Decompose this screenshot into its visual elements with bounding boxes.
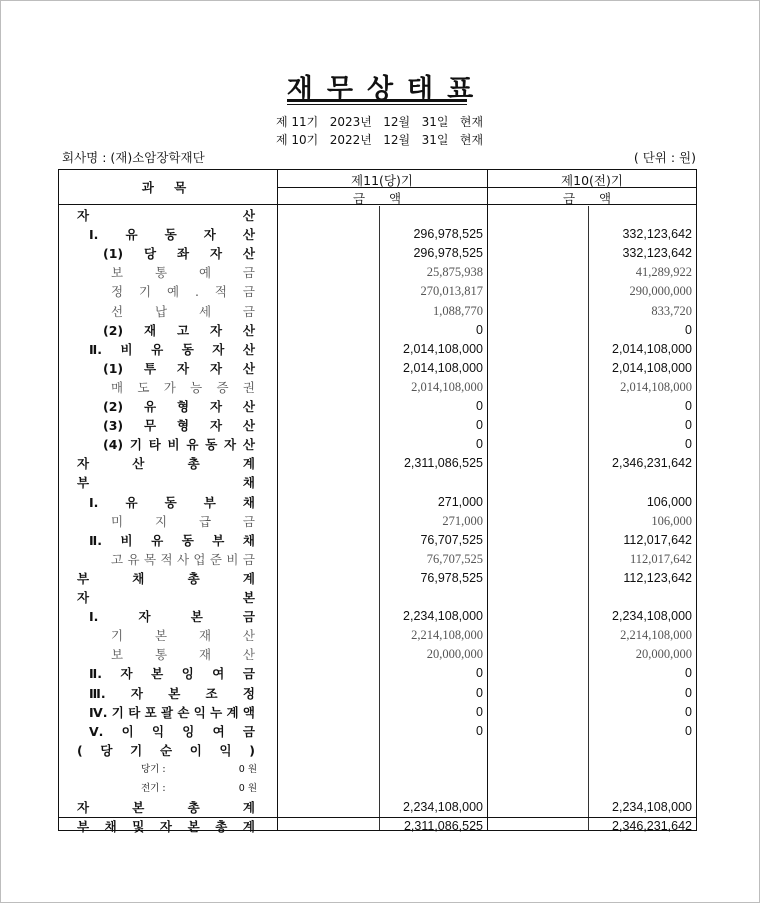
table-row	[59, 569, 698, 588]
header-amount-current: 금 액	[352, 191, 412, 206]
table-row	[59, 550, 698, 569]
account-label: 보 통 재 산	[111, 647, 255, 663]
account-label: 기 본 재 산	[111, 628, 255, 644]
previous-amount: 0	[685, 666, 692, 681]
previous-amount	[589, 741, 692, 760]
previous-amount: 2,346,231,642	[612, 819, 692, 834]
title-underline-thick	[287, 99, 467, 102]
current-amount: 0	[476, 322, 483, 337]
current-amount: 0	[476, 437, 483, 452]
table-row	[59, 664, 698, 683]
account-label: 부 채 및 자 본 총 계	[77, 819, 255, 835]
previous-amount: 106,000	[651, 513, 692, 528]
page-title: 재무상태표	[286, 74, 488, 105]
current-amount: 296,978,525	[413, 227, 483, 242]
period-previous: 제 10기 2022년 12월 31일 현재	[276, 133, 484, 147]
current-amount: 20,000,000	[426, 647, 483, 662]
account-label: 자 본	[77, 590, 255, 605]
table-row	[59, 435, 698, 454]
current-amount: 76,978,525	[420, 570, 483, 585]
current-amount	[379, 741, 483, 760]
current-amount: 2,311,086,525	[403, 456, 483, 471]
previous-amount	[589, 206, 692, 225]
period-current: 제 11기 2023년 12월 31일 현재	[276, 115, 484, 129]
table-row	[59, 302, 698, 321]
account-label: (3) 무 형 자 산	[103, 418, 255, 434]
previous-amount: 2,014,108,000	[612, 341, 692, 356]
unit-label: ( 단위 : 원)	[633, 150, 696, 165]
account-label: (2) 유 형 자 산	[103, 399, 255, 414]
previous-amount	[589, 588, 692, 607]
previous-amount: 2,214,108,000	[620, 628, 692, 643]
previous-amount: 290,000,000	[629, 284, 692, 299]
current-amount: 0	[476, 666, 483, 681]
table-row	[59, 454, 698, 473]
header-current-period: 제11(당)기	[351, 173, 413, 188]
account-label: 자 본 총 계	[77, 800, 255, 816]
table-row	[59, 321, 698, 340]
current-amount: 0	[476, 685, 483, 700]
table-row	[59, 798, 698, 817]
account-label: 자 산 총 계	[77, 456, 255, 472]
table-row	[59, 741, 698, 760]
previous-amount: 20,000,000	[635, 647, 692, 662]
account-label: Ⅲ. 자 본 조 정	[89, 685, 255, 701]
table-row	[59, 473, 698, 492]
current-amount: 1,088,770	[433, 303, 483, 318]
account-label: Ⅱ. 비 유 동 부 채	[89, 532, 255, 548]
current-amount: 0	[476, 399, 483, 413]
account-label: (2) 재 고 자 산	[103, 322, 255, 338]
account-label: (4) 기 타 비 유 동 자 산	[103, 437, 255, 453]
table-row	[59, 817, 698, 836]
previous-amount: 0	[685, 723, 692, 738]
table-row	[59, 416, 698, 435]
account-label: Ⅰ. 유 동 자 산	[89, 227, 255, 243]
account-label: 정 기 예 . 적 금	[111, 284, 255, 300]
previous-amount: 0	[685, 437, 692, 452]
current-amount	[379, 473, 483, 492]
net-income-label: 당기 :	[141, 763, 166, 775]
current-amount: 2,014,108,000	[403, 341, 483, 356]
table-row	[59, 512, 698, 531]
current-amount: 0	[476, 704, 483, 719]
account-label: ( 당 기 순 이 익 )	[77, 742, 255, 758]
company-name: 회사명 : (재)소암장학재단	[62, 150, 205, 165]
header-account: 과 목	[141, 180, 195, 195]
table-row	[59, 760, 698, 779]
net-income-label: 전기 :	[141, 783, 166, 794]
current-amount: 0	[476, 723, 483, 738]
table-row	[59, 378, 698, 397]
net-income-amount: 0 원	[238, 783, 257, 794]
previous-amount: 112,017,642	[623, 532, 692, 547]
account-label: 보 통 예 금	[111, 265, 255, 281]
account-label: Ⅳ. 기 타 포 괄 손 익 누 계 액	[89, 704, 255, 720]
account-label: Ⅰ. 유 동 부 채	[89, 494, 255, 510]
table-row	[59, 493, 698, 512]
table-row	[59, 282, 698, 301]
account-label: Ⅴ. 이 익 잉 여 금	[89, 723, 255, 739]
previous-amount: 2,014,108,000	[620, 379, 692, 394]
current-amount: 271,000	[442, 513, 483, 528]
account-label: Ⅰ. 자 본 금	[89, 609, 255, 625]
account-label: (1) 당 좌 자 산	[103, 246, 255, 262]
previous-amount: 0	[685, 418, 692, 433]
account-label: 고 유 목 적 사 업 준 비 금	[111, 551, 255, 567]
previous-amount: 112,017,642	[629, 551, 692, 566]
table-row	[59, 607, 698, 626]
previous-amount: 2,014,108,000	[612, 360, 692, 375]
previous-amount: 0	[685, 685, 692, 700]
account-label: (1) 투 자 자 산	[103, 360, 255, 376]
current-amount: 0	[476, 418, 483, 433]
previous-amount: 332,123,642	[622, 246, 692, 261]
current-amount: 2,234,108,000	[403, 800, 483, 815]
table-row	[59, 588, 698, 607]
table-row	[59, 684, 698, 703]
current-amount: 2,214,108,000	[411, 628, 483, 643]
account-label: 자 산	[77, 208, 255, 223]
title-underline-thin	[287, 104, 467, 105]
current-amount: 271,000	[437, 494, 483, 509]
table-row	[59, 531, 698, 550]
table-row	[59, 263, 698, 282]
table-row	[59, 779, 698, 798]
previous-amount: 106,000	[646, 494, 692, 509]
previous-amount: 2,234,108,000	[612, 609, 692, 624]
current-amount: 25,875,938	[426, 265, 483, 280]
account-label: 선 납 세 금	[111, 303, 255, 319]
current-amount	[379, 206, 483, 225]
table-row	[59, 397, 698, 416]
net-income-amount: 0 원	[238, 763, 257, 775]
previous-amount	[589, 473, 692, 492]
account-label: 부 채 총 계	[77, 570, 255, 586]
table-row	[59, 244, 698, 263]
table-row	[59, 206, 698, 225]
account-label: 매 도 가 능 증 권	[111, 379, 255, 395]
previous-amount: 112,123,642	[623, 570, 692, 585]
table-row	[59, 722, 698, 741]
current-amount: 296,978,525	[413, 246, 483, 261]
previous-amount: 0	[685, 399, 692, 413]
current-amount	[379, 588, 483, 607]
current-amount: 270,013,817	[420, 284, 483, 299]
table-row	[59, 626, 698, 645]
table-row	[59, 225, 698, 244]
account-label: Ⅱ. 자 본 잉 여 금	[89, 666, 255, 682]
previous-amount: 833,720	[651, 303, 692, 318]
table-row	[59, 340, 698, 359]
current-amount: 2,014,108,000	[403, 360, 483, 375]
current-amount: 2,311,086,525	[403, 819, 483, 834]
header-amount-previous: 금 액	[562, 191, 622, 206]
table-row	[59, 645, 698, 664]
previous-amount: 0	[685, 704, 692, 719]
previous-amount: 2,346,231,642	[612, 456, 692, 471]
previous-amount: 332,123,642	[622, 227, 692, 242]
total-row-divider	[59, 817, 697, 818]
current-amount: 2,014,108,000	[411, 379, 483, 394]
current-amount: 76,707,525	[426, 551, 483, 566]
account-label: 부 채	[77, 475, 255, 491]
header-previous-period: 제10(전)기	[561, 173, 623, 188]
balance-sheet-table	[58, 169, 697, 835]
previous-amount: 0	[685, 322, 692, 337]
table-row	[59, 359, 698, 378]
account-label: Ⅱ. 비 유 동 자 산	[89, 341, 255, 357]
table-row	[59, 703, 698, 722]
account-label: 미 지 급 금	[111, 513, 255, 529]
current-amount: 76,707,525	[420, 532, 483, 547]
current-amount: 2,234,108,000	[403, 609, 483, 624]
previous-amount: 2,234,108,000	[612, 800, 692, 815]
previous-amount: 41,289,922	[635, 265, 692, 280]
